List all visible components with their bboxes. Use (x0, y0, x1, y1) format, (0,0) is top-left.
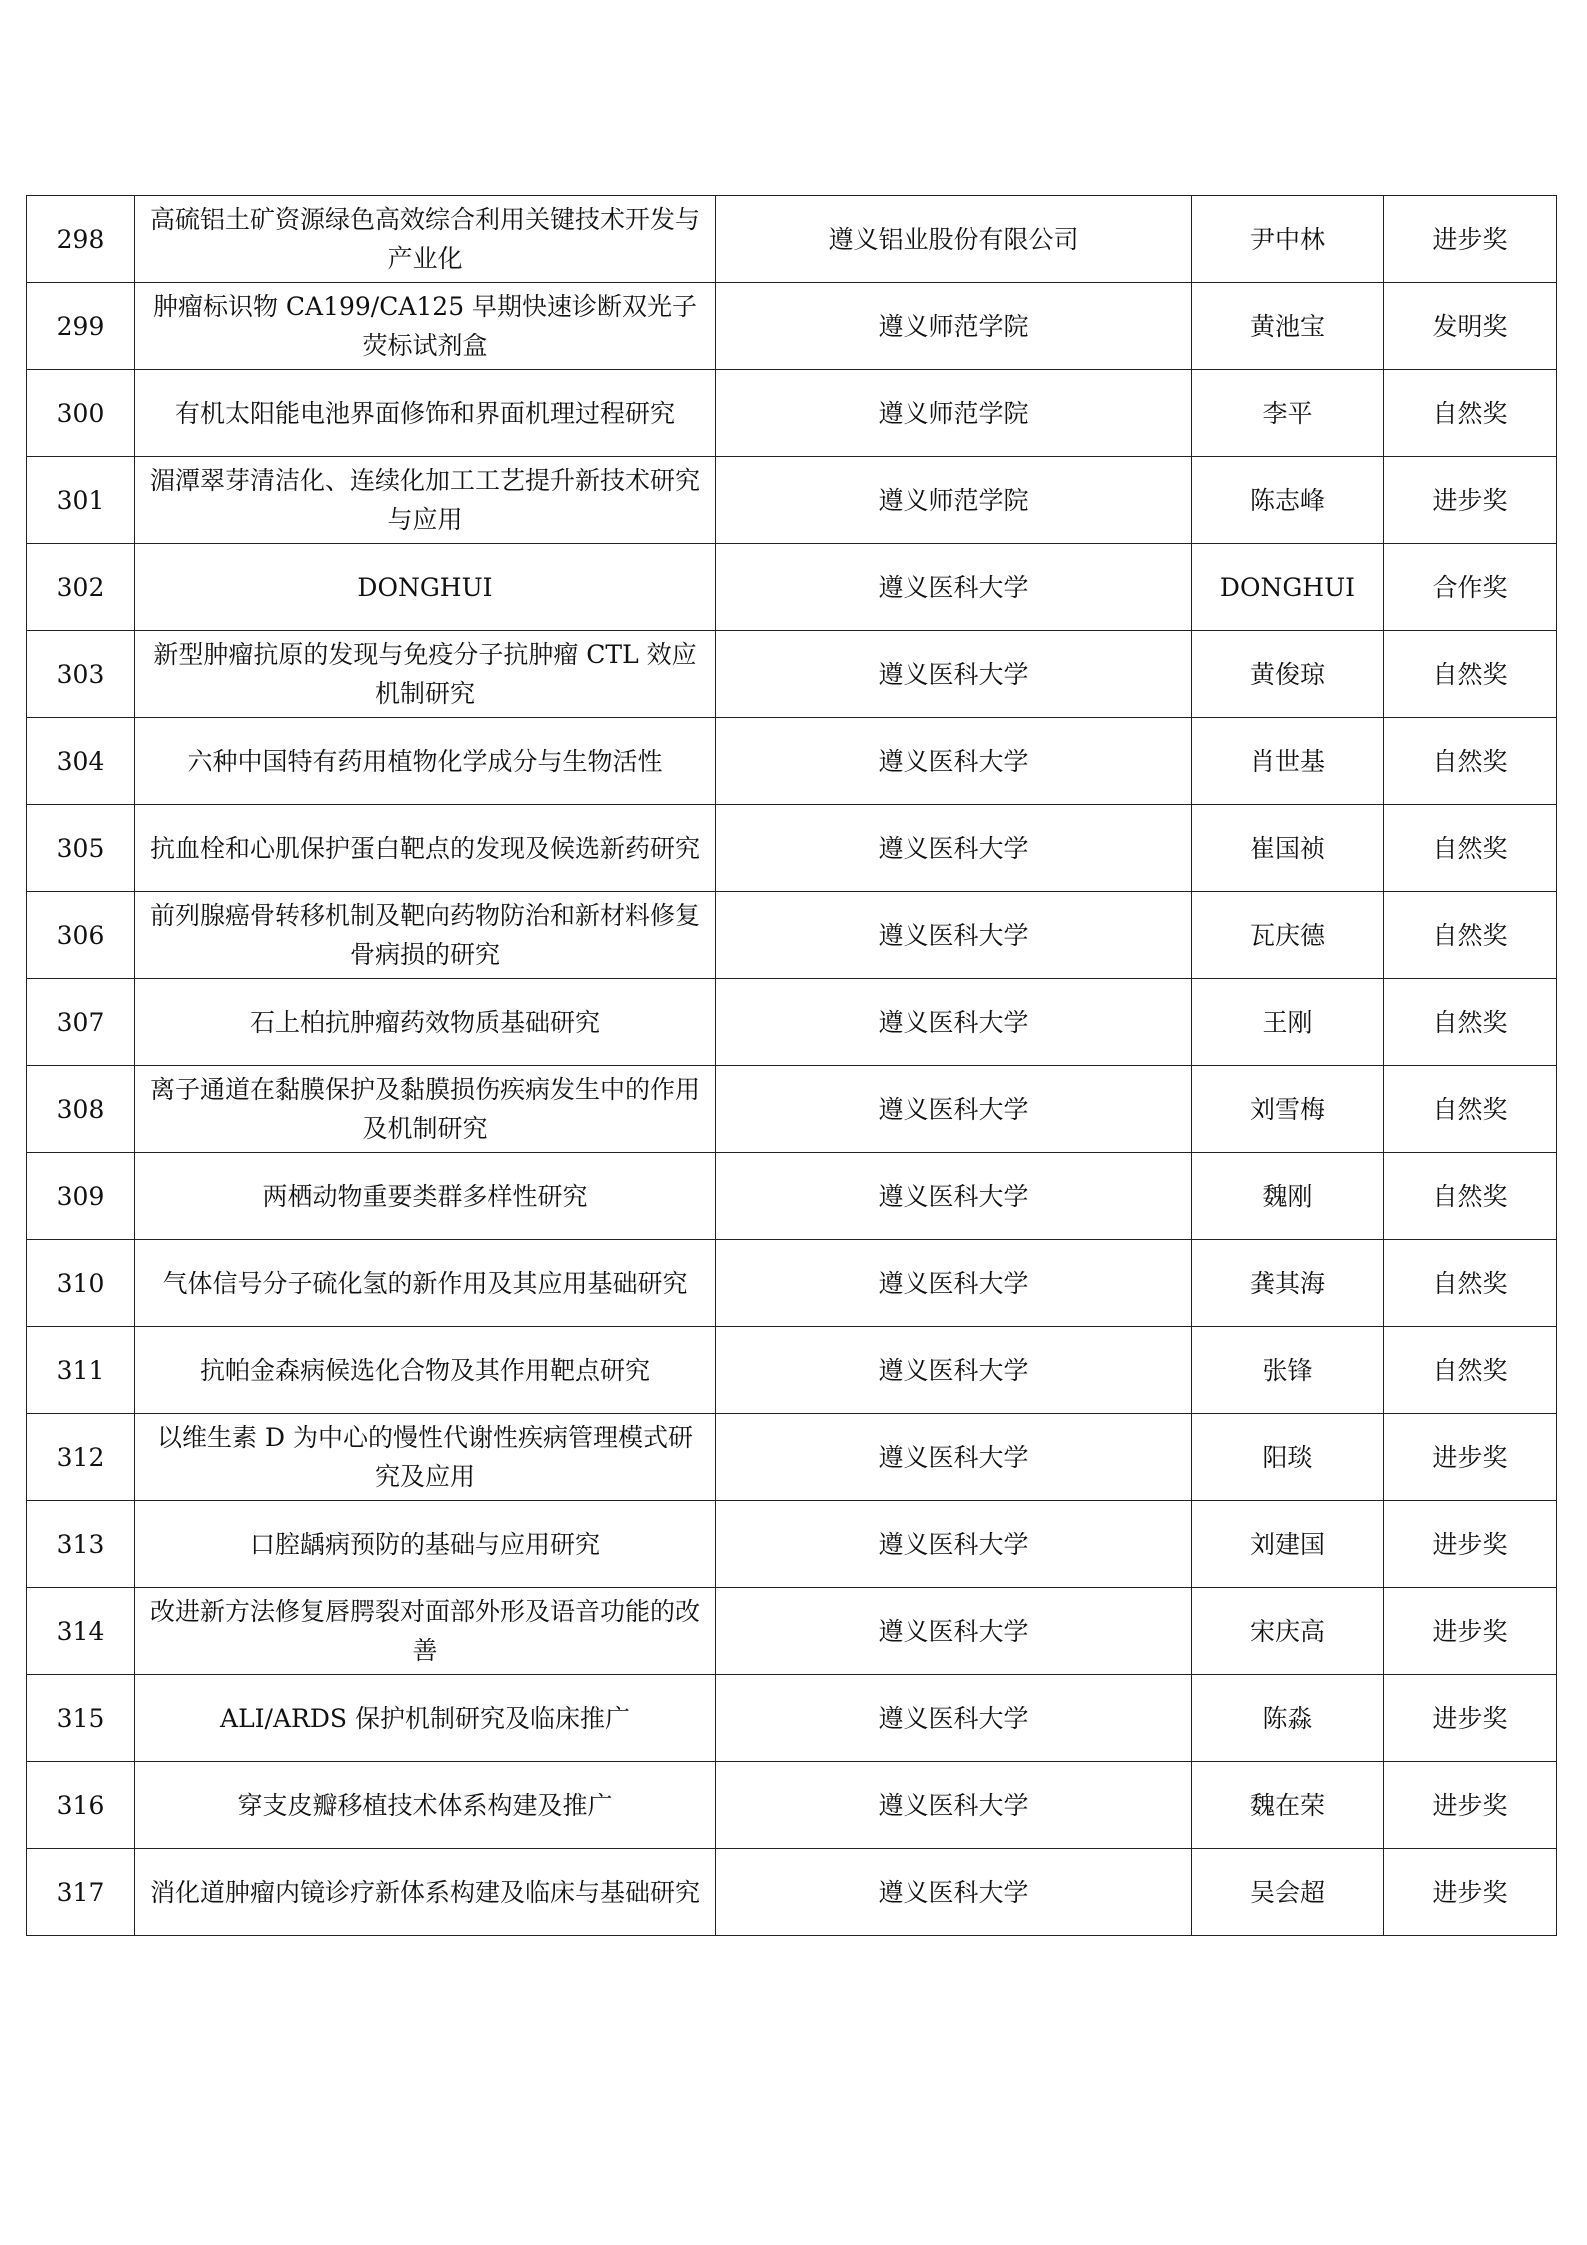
table-row (27, 1066, 1557, 1153)
project-name-cell: 口腔龋病预防的基础与应用研究 (135, 1501, 716, 1588)
table-row (27, 1501, 1557, 1588)
row-number-cell: 310 (27, 1240, 135, 1327)
table-row (27, 283, 1557, 370)
awards-table-body (27, 196, 1557, 1936)
row-number-cell: 302 (27, 544, 135, 631)
person-cell: 魏刚 (1192, 1153, 1384, 1240)
award-type-cell: 进步奖 (1384, 1501, 1557, 1588)
table-row (27, 1849, 1557, 1936)
person-cell: 刘雪梅 (1192, 1066, 1384, 1153)
project-name-cell: ALI/ARDS 保护机制研究及临床推广 (135, 1675, 716, 1762)
award-type-cell: 合作奖 (1384, 544, 1557, 631)
person-cell: 肖世基 (1192, 718, 1384, 805)
organization-cell: 遵义医科大学 (716, 1849, 1192, 1936)
project-name-cell: 六种中国特有药用植物化学成分与生物活性 (135, 718, 716, 805)
person-cell: 陈淼 (1192, 1675, 1384, 1762)
person-cell: DONGHUI (1192, 544, 1384, 631)
person-cell: 张锋 (1192, 1327, 1384, 1414)
organization-cell: 遵义医科大学 (716, 1588, 1192, 1675)
project-name-cell: 有机太阳能电池界面修饰和界面机理过程研究 (135, 370, 716, 457)
person-cell: 王刚 (1192, 979, 1384, 1066)
award-type-cell: 进步奖 (1384, 196, 1557, 283)
table-row (27, 1414, 1557, 1501)
project-name-cell: 石上柏抗肿瘤药效物质基础研究 (135, 979, 716, 1066)
organization-cell: 遵义医科大学 (716, 1066, 1192, 1153)
award-type-cell: 进步奖 (1384, 1762, 1557, 1849)
row-number-cell: 305 (27, 805, 135, 892)
organization-cell: 遵义师范学院 (716, 457, 1192, 544)
project-name-cell: 抗血栓和心肌保护蛋白靶点的发现及候选新药研究 (135, 805, 716, 892)
award-type-cell: 自然奖 (1384, 805, 1557, 892)
award-type-cell: 进步奖 (1384, 1414, 1557, 1501)
row-number-cell: 298 (27, 196, 135, 283)
row-number-cell: 306 (27, 892, 135, 979)
row-number-cell: 316 (27, 1762, 135, 1849)
person-cell: 尹中林 (1192, 196, 1384, 283)
table-row (27, 1153, 1557, 1240)
person-cell: 刘建国 (1192, 1501, 1384, 1588)
award-type-cell: 自然奖 (1384, 1327, 1557, 1414)
project-name-cell: 消化道肿瘤内镜诊疗新体系构建及临床与基础研究 (135, 1849, 716, 1936)
award-type-cell: 进步奖 (1384, 457, 1557, 544)
award-type-cell: 自然奖 (1384, 892, 1557, 979)
table-row (27, 718, 1557, 805)
person-cell: 吴会超 (1192, 1849, 1384, 1936)
organization-cell: 遵义医科大学 (716, 1762, 1192, 1849)
award-type-cell: 自然奖 (1384, 1240, 1557, 1327)
row-number-cell: 304 (27, 718, 135, 805)
award-type-cell: 发明奖 (1384, 283, 1557, 370)
project-name-cell: 气体信号分子硫化氢的新作用及其应用基础研究 (135, 1240, 716, 1327)
organization-cell: 遵义铝业股份有限公司 (716, 196, 1192, 283)
person-cell: 魏在荣 (1192, 1762, 1384, 1849)
row-number-cell: 301 (27, 457, 135, 544)
organization-cell: 遵义医科大学 (716, 1153, 1192, 1240)
award-type-cell: 进步奖 (1384, 1675, 1557, 1762)
project-name-cell: 穿支皮瓣移植技术体系构建及推广 (135, 1762, 716, 1849)
row-number-cell: 309 (27, 1153, 135, 1240)
organization-cell: 遵义医科大学 (716, 1414, 1192, 1501)
organization-cell: 遵义医科大学 (716, 979, 1192, 1066)
award-type-cell: 自然奖 (1384, 631, 1557, 718)
award-type-cell: 自然奖 (1384, 979, 1557, 1066)
organization-cell: 遵义医科大学 (716, 892, 1192, 979)
awards-table (26, 195, 1557, 1936)
table-row (27, 196, 1557, 283)
table-row (27, 631, 1557, 718)
table-row (27, 1240, 1557, 1327)
organization-cell: 遵义医科大学 (716, 1501, 1192, 1588)
organization-cell: 遵义师范学院 (716, 370, 1192, 457)
project-name-cell: 离子通道在黏膜保护及黏膜损伤疾病发生中的作用及机制研究 (135, 1066, 716, 1153)
award-type-cell: 进步奖 (1384, 1849, 1557, 1936)
person-cell: 黄池宝 (1192, 283, 1384, 370)
row-number-cell: 311 (27, 1327, 135, 1414)
organization-cell: 遵义医科大学 (716, 1327, 1192, 1414)
row-number-cell: 308 (27, 1066, 135, 1153)
person-cell: 崔国祯 (1192, 805, 1384, 892)
organization-cell: 遵义医科大学 (716, 1240, 1192, 1327)
project-name-cell: 前列腺癌骨转移机制及靶向药物防治和新材料修复骨病损的研究 (135, 892, 716, 979)
person-cell: 李平 (1192, 370, 1384, 457)
person-cell: 瓦庆德 (1192, 892, 1384, 979)
project-name-cell: 抗帕金森病候选化合物及其作用靶点研究 (135, 1327, 716, 1414)
row-number-cell: 317 (27, 1849, 135, 1936)
table-row (27, 1327, 1557, 1414)
project-name-cell: 新型肿瘤抗原的发现与免疫分子抗肿瘤 CTL 效应机制研究 (135, 631, 716, 718)
row-number-cell: 314 (27, 1588, 135, 1675)
row-number-cell: 299 (27, 283, 135, 370)
project-name-cell: 高硫铝土矿资源绿色高效综合利用关键技术开发与产业化 (135, 196, 716, 283)
project-name-cell: 肿瘤标识物 CA199/CA125 早期快速诊断双光子荧标试剂盒 (135, 283, 716, 370)
project-name-cell: 以维生素 D 为中心的慢性代谢性疾病管理模式研究及应用 (135, 1414, 716, 1501)
project-name-cell: 改进新方法修复唇腭裂对面部外形及语音功能的改善 (135, 1588, 716, 1675)
row-number-cell: 307 (27, 979, 135, 1066)
table-row (27, 892, 1557, 979)
table-row (27, 979, 1557, 1066)
table-row (27, 1675, 1557, 1762)
row-number-cell: 312 (27, 1414, 135, 1501)
project-name-cell: 湄潭翠芽清洁化、连续化加工工艺提升新技术研究与应用 (135, 457, 716, 544)
person-cell: 黄俊琼 (1192, 631, 1384, 718)
table-row (27, 544, 1557, 631)
row-number-cell: 303 (27, 631, 135, 718)
table-row (27, 1588, 1557, 1675)
row-number-cell: 315 (27, 1675, 135, 1762)
award-type-cell: 自然奖 (1384, 718, 1557, 805)
person-cell: 阳琰 (1192, 1414, 1384, 1501)
organization-cell: 遵义医科大学 (716, 544, 1192, 631)
organization-cell: 遵义医科大学 (716, 718, 1192, 805)
person-cell: 陈志峰 (1192, 457, 1384, 544)
award-type-cell: 自然奖 (1384, 370, 1557, 457)
row-number-cell: 300 (27, 370, 135, 457)
organization-cell: 遵义医科大学 (716, 631, 1192, 718)
award-type-cell: 自然奖 (1384, 1066, 1557, 1153)
person-cell: 龚其海 (1192, 1240, 1384, 1327)
award-type-cell: 自然奖 (1384, 1153, 1557, 1240)
organization-cell: 遵义师范学院 (716, 283, 1192, 370)
table-row (27, 1762, 1557, 1849)
person-cell: 宋庆高 (1192, 1588, 1384, 1675)
organization-cell: 遵义医科大学 (716, 805, 1192, 892)
table-row (27, 805, 1557, 892)
award-type-cell: 进步奖 (1384, 1588, 1557, 1675)
row-number-cell: 313 (27, 1501, 135, 1588)
project-name-cell: DONGHUI (135, 544, 716, 631)
organization-cell: 遵义医科大学 (716, 1675, 1192, 1762)
project-name-cell: 两栖动物重要类群多样性研究 (135, 1153, 716, 1240)
table-row (27, 370, 1557, 457)
table-row (27, 457, 1557, 544)
